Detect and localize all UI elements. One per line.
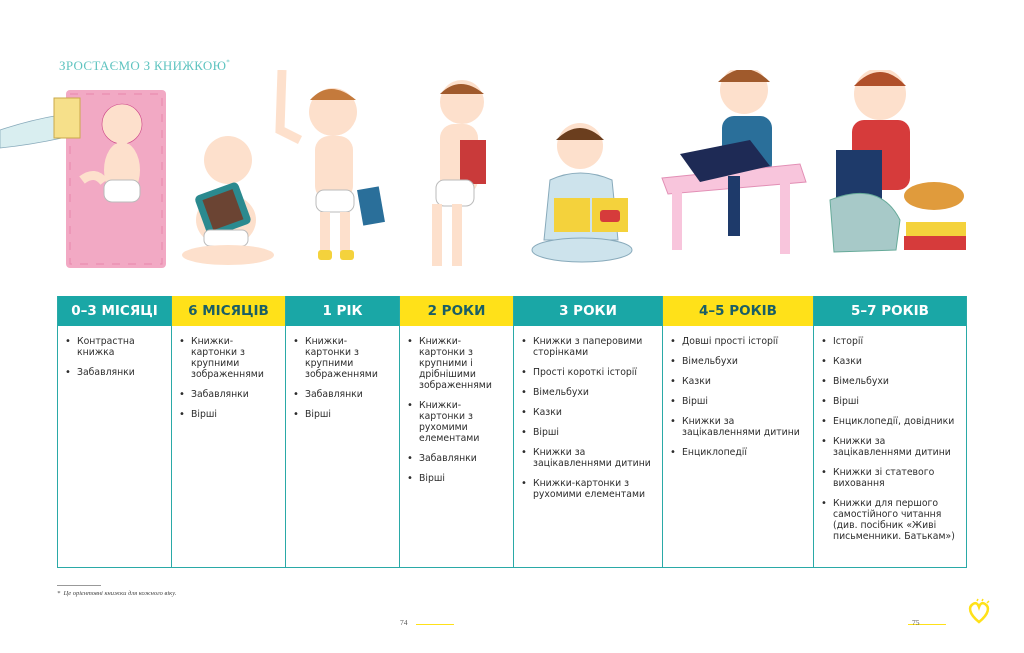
book-list-item: • Книжки-картонки з крупними зображеннями <box>176 336 279 380</box>
book-list-item: • Забавлянки <box>176 389 279 400</box>
book-list-item: • Казки <box>518 407 656 418</box>
age-column <box>285 296 399 568</box>
child-four-five-years-figure <box>662 70 806 254</box>
child-three-years-figure <box>532 123 632 262</box>
age-column-header: 6 МІСЯЦІВ <box>172 296 285 326</box>
book-list-item: • Енциклопедії <box>667 447 807 458</box>
age-column <box>399 296 513 568</box>
book-list-item: • Вірші <box>404 473 507 484</box>
book-list-item: • Книжки за зацікавленнями дитини <box>818 436 960 458</box>
sitting-baby-figure <box>182 136 274 265</box>
book-list-item: • Вімельбухи <box>518 387 656 398</box>
toddler-two-years-figure <box>432 80 486 266</box>
title-footnote-mark: * <box>226 58 231 67</box>
book-list-item: • Прості короткі історії <box>518 367 656 378</box>
book-list-item: • Вірші <box>667 396 807 407</box>
children-reading-illustration <box>0 70 1024 290</box>
book-list-item: • Книжки для першого самостійного читання (див. посібник «Живі письменники. Батькам») <box>818 498 960 542</box>
age-column <box>171 296 285 568</box>
footnote <box>57 590 176 597</box>
book-list-item: • Книжки-картонки з рухомими елементами <box>404 400 507 444</box>
book-list-item: • Вімельбухи <box>667 356 807 367</box>
book-list <box>400 326 513 493</box>
book-list-item: • Книжки з паперовими сторінками <box>518 336 656 358</box>
footnote-divider <box>57 585 101 586</box>
age-column-header: 2 РОКИ <box>400 296 513 326</box>
baby-on-mat-figure <box>0 90 166 268</box>
age-column-header: 3 РОКИ <box>514 296 662 326</box>
heart-logo-icon <box>965 598 993 626</box>
age-column <box>57 296 171 568</box>
footnote-text: Це орієнтовні книжки для кожного віку. <box>63 590 177 597</box>
book-list-item: • Книжки-картонки з крупними зображеннями <box>290 336 393 380</box>
book-list-item: • Книжки за зацікавленнями дитини <box>518 447 656 469</box>
book-list-item: • Казки <box>818 356 960 367</box>
book-list-item: • Забавлянки <box>62 367 165 378</box>
book-list-item: • Довші прості історії <box>667 336 807 347</box>
book-list <box>814 326 966 551</box>
age-column-header: 1 РІК <box>286 296 399 326</box>
book-list <box>286 326 399 429</box>
book-list-item: • Вірші <box>518 427 656 438</box>
book-list-item: • Книжки-картонки з рухомими елементами <box>518 478 656 500</box>
book-list-item: • Вірші <box>176 409 279 420</box>
child-five-seven-years-figure <box>830 70 966 252</box>
book-list <box>58 326 171 387</box>
footnote-mark: * <box>57 590 61 597</box>
book-list-item: • Забавлянки <box>404 453 507 464</box>
book-list-item: • Історії <box>818 336 960 347</box>
age-column <box>813 296 967 568</box>
age-column-header: 4–5 РОКІВ <box>663 296 813 326</box>
book-list-item: • Книжки зі статевого виховання <box>818 467 960 489</box>
book-list-item: • Забавлянки <box>290 389 393 400</box>
age-column-header: 5–7 РОКІВ <box>814 296 966 326</box>
book-list-item: • Енциклопедії, довідники <box>818 416 960 427</box>
book-list <box>514 326 662 509</box>
age-column-header: 0–3 МІСЯЦІ <box>58 296 171 326</box>
book-list <box>663 326 813 467</box>
page-number-left: 74 <box>400 618 408 627</box>
book-list-item: • Контрастна книжка <box>62 336 165 358</box>
book-list-item: • Вірші <box>818 396 960 407</box>
book-list-item: • Книжки за зацікавленнями дитини <box>667 416 807 438</box>
book-list-item: • Вімельбухи <box>818 376 960 387</box>
toddler-one-year-figure <box>280 70 385 260</box>
book-list-item: • Вірші <box>290 409 393 420</box>
book-list-item: • Казки <box>667 376 807 387</box>
age-column <box>513 296 662 568</box>
age-column <box>662 296 813 568</box>
book-list-item: • Книжки-картонки з крупними і дрібнішими зображеннями <box>404 336 507 391</box>
age-book-table <box>57 296 967 568</box>
book-list <box>172 326 285 429</box>
page-title-text: ЗРОСТАЄМО З КНИЖКОЮ <box>59 58 227 73</box>
page-number-right: 75 <box>912 618 920 627</box>
page-number-left-line <box>416 624 454 625</box>
